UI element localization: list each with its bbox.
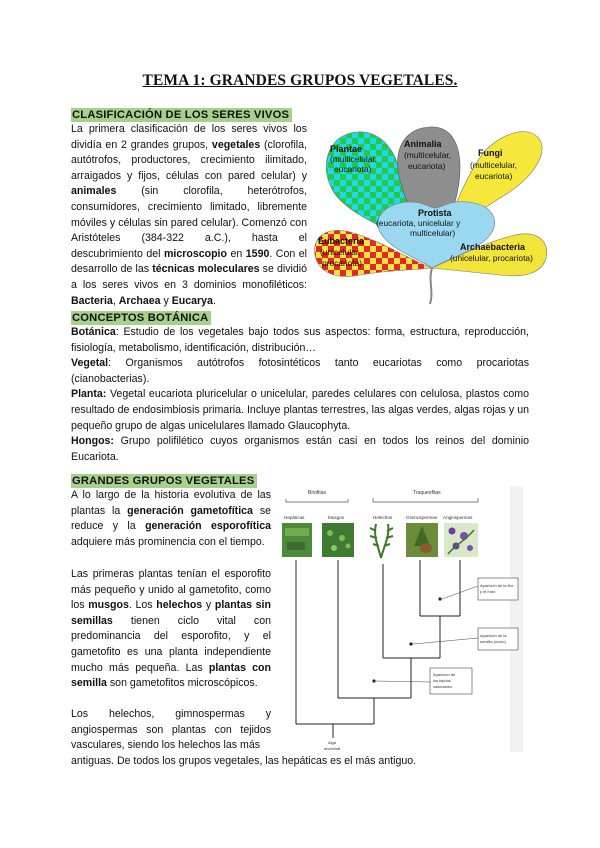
archaebacteria-label: Archaebacteria xyxy=(460,242,526,252)
protista-label: Protista xyxy=(418,208,452,218)
musgos-image xyxy=(322,523,354,557)
grupos-paragraph-1: A lo largo de la historia evolutiva de las plantas la generación gametofítica se reduce y la generación esporofítica adquiere más prominencia con el tiempo. xyxy=(71,489,272,548)
eubacteria-label: Eubacteria xyxy=(318,236,365,246)
briofitas-label: Briofitas xyxy=(308,490,327,496)
plantae-label: Plantae xyxy=(330,144,363,154)
section-heading-conceptos: CONCEPTOS BOTÁNICA xyxy=(71,311,211,325)
eubacteria-desc-1: (unicelular, xyxy=(320,247,361,257)
taxon-angiospermas: Angiospermas xyxy=(443,515,473,520)
taxon-hepaticas: Hepáticas xyxy=(284,515,305,520)
box2-line-2: semilla (óvulo) xyxy=(480,639,506,644)
concepto-hongos: Hongos: Grupo polifilético cuyos organismos están casi en todos los reinos del dominio Eucariota. xyxy=(71,435,529,463)
concepto-vegetal: Vegetal: Organismos autótrofos fotosintéticos tanto eucariotas como procariotas (cianobacterias). xyxy=(71,357,529,385)
box1-line-1: Aparición de la flor xyxy=(480,583,514,588)
conceptos-list xyxy=(71,325,529,465)
concepto-planta: Planta: Vegetal eucariota pluricelular o unicelular, paredes celulares con celulosa, plastos como resultado de endosimbiosis primaria. Incluye plantas terrestres, las algas verdes, algas rojas y un pequeño grupo de algas unicelulares llamado Glaucophyta. xyxy=(71,388,529,432)
taxon-musgos: Musgos xyxy=(328,515,345,520)
page-title: TEMA 1: GRANDES GRUPOS VEGETALES. xyxy=(142,72,458,89)
box2-line-1: Aparición de la xyxy=(480,633,507,638)
taxon-gimnospermas: Gimnospermas xyxy=(406,515,438,520)
stem xyxy=(430,268,432,304)
grupos-paragraph-3: Los helechos, gimnospermas y angiospermas son plantas con tejidos vasculares, siendo los helechos las más xyxy=(71,708,271,752)
concepto-botanica: Botánica: Estudio de los vegetales bajo todos sus aspectos: forma, estructura, reproducción, fisiología, metabolismo, identificación, distribución… xyxy=(71,326,529,354)
box3-line-1: Aparición de xyxy=(433,672,456,677)
box3-line-3: vasculares xyxy=(433,684,453,689)
protista-desc-2: multicelular) xyxy=(410,228,456,238)
grupos-paragraph-3-end: antiguas. De todos los grupos vegetales, las hepáticas es el más antiguo. xyxy=(71,755,417,767)
root-label-2: ancestral xyxy=(324,746,341,751)
archaebacteria-desc: (unicelular, procariota) xyxy=(450,253,533,263)
traqueofitas-label: Traqueofitas xyxy=(413,490,441,496)
box1-line-2: y el fruto xyxy=(480,589,496,594)
grupos-paragraph-2: Las primeras plantas tenían el esporofito más pequeño y unido al gametofito, como los musgos. Los helechos y plantas sin semillas tienen ciclo vital con predominancia del esporofito, y el gametofito es una planta independiente mucho más pequeña. Las plantas con semilla son gametofitos microscópicos. xyxy=(71,568,271,690)
section-heading-clasificacion: CLASIFICACIÓN DE LOS SERES VIVOS xyxy=(71,108,292,122)
box3-line-2: los tejidos xyxy=(433,678,451,683)
fungi-desc-2: eucariota) xyxy=(475,171,513,181)
section-heading-grupos: GRANDES GRUPOS VEGETALES xyxy=(71,474,257,488)
protista-desc-1: (eucariota, unicelular y xyxy=(376,218,461,228)
plant-tree-diagram xyxy=(278,486,523,752)
fungi-label: Fungi xyxy=(478,148,503,158)
fungi-desc-1: (multicelular, xyxy=(470,160,518,170)
eubacteria-desc-2: procariota) xyxy=(322,258,363,268)
root-label-1: Alga xyxy=(328,740,337,745)
plantae-desc-2: eucariota) xyxy=(334,164,372,174)
plantae-desc-1: (multicelular, xyxy=(330,154,378,164)
animalia-desc-1: (multicelular, xyxy=(404,150,452,160)
clasificacion-paragraph: La primera clasificación de los seres vivos los dividía en 2 grandes grupos, vegetales (clorofila, autótrofos, productores, crecimiento ilimitado, arraigados y fijos, células con pared celular) y animales (sin clorofila, heterótrofos, consumidores, crecimiento limitado, libremente móviles y células sin pared celular). Comenzó con Aristóteles (384-322 a.C.), hasta el descubrimiento del microscopio en 1590. Con el desarrollo de las técnicas moleculares se dividió a los seres vivos en 3 dominios monofiléticos: Bacteria, Archaea y Eucarya. xyxy=(71,123,307,307)
kingdoms-diagram xyxy=(310,120,555,305)
animalia-desc-2: eucariota) xyxy=(408,161,446,171)
taxon-helechos: Helechos xyxy=(373,515,393,520)
animalia-label: Animalia xyxy=(404,139,442,149)
